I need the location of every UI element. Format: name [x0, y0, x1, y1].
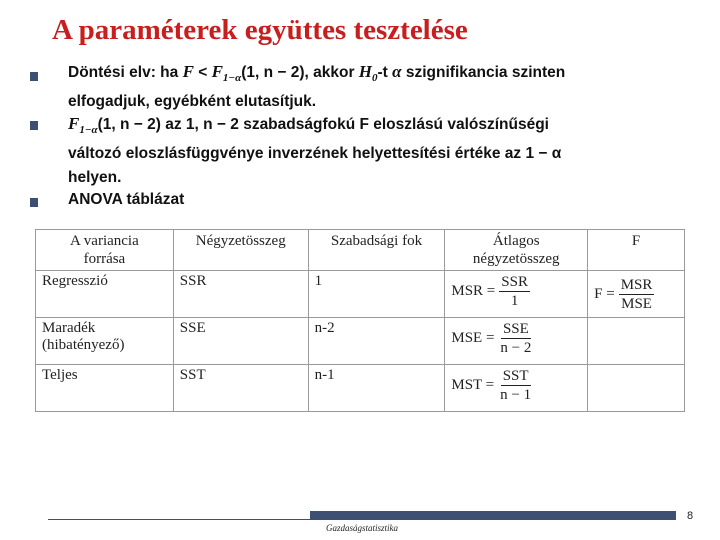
math-subscript: 0 [372, 72, 378, 85]
text-span: , akkor [304, 64, 359, 81]
formula-msr: MSR = $\frac{\text{SSR}}{1}$ [451, 274, 528, 309]
cell-df: n-1 [308, 365, 445, 412]
text-span: < [193, 64, 212, 81]
bullet-f-definition [68, 112, 561, 190]
math-symbol: F [68, 114, 80, 133]
cell-ms [445, 365, 588, 412]
text-span: helyen. [68, 169, 122, 187]
text-span: -t [377, 64, 393, 81]
cell-ss: SST [173, 365, 308, 412]
math-subscript: 1−α [79, 124, 98, 137]
slide-title: A paraméterek együttes tesztelése [52, 14, 468, 46]
header-source: A variancia forrása [36, 230, 174, 271]
cell-source: Teljes [36, 365, 174, 412]
math-symbol: F [211, 62, 223, 81]
cell-f [588, 271, 685, 318]
cell-df: 1 [308, 271, 445, 318]
table-row [36, 318, 685, 365]
footer-course-name: Gazdaságstatisztika [326, 523, 399, 533]
math-subscript: 1−α [222, 72, 242, 85]
formula-mse: MSE = $\frac{\text{SSE}}{n - 2}$ [451, 321, 532, 356]
cell-source: Regresszió [36, 271, 174, 318]
math-symbol: α [392, 62, 402, 81]
math-symbol: F [182, 62, 194, 81]
cell-ss: SSR [173, 271, 308, 318]
anova-table [35, 229, 685, 412]
cell-ss: SSE [173, 318, 308, 365]
text-span: ANOVA táblázat [68, 191, 185, 208]
text-span: Döntési elv: ha [68, 64, 183, 81]
header-mean-square: Átlagos négyzetösszeg [445, 230, 588, 271]
cell-source: Maradék (hibatényező) [36, 318, 174, 365]
bullet-marker [30, 121, 38, 130]
cell-f-empty [588, 318, 685, 365]
formula-f: F = $\frac{\text{MSR}}{\text{MSE}}$ [594, 276, 653, 312]
footer-divider-line [48, 519, 310, 520]
bullet-marker [30, 72, 38, 81]
cell-ms [445, 271, 588, 318]
formula-mst: MST = $\frac{\text{SST}}{n - 1}$ [451, 368, 532, 403]
table-row [36, 271, 685, 318]
cell-f-empty [588, 365, 685, 412]
text-span: (1, n − 2) [241, 64, 305, 81]
page-number: 8 [687, 510, 694, 522]
header-sum-of-squares: Négyzetösszeg [173, 230, 308, 271]
bullet-anova [68, 188, 184, 212]
text-span: elfogadjuk, egyébként elutasítjuk. [68, 93, 317, 111]
header-f: F [588, 230, 685, 271]
text-span: (1, n − 2) az 1, n − 2 szabadságfokú F eloszlású valószínűségi [97, 116, 549, 133]
math-symbol: H [358, 62, 373, 81]
cell-ms [445, 318, 588, 365]
bullet-marker [30, 198, 38, 207]
header-degrees-of-freedom: Szabadsági fok [308, 230, 445, 271]
table-header-row [36, 230, 685, 271]
footer-accent-bar [310, 511, 676, 520]
table-row [36, 365, 685, 412]
text-span: változó eloszlásfüggvénye inverzének helyettesítési értéke az 1 − α [68, 145, 562, 163]
bullet-decision-rule [68, 60, 565, 114]
cell-df: n-2 [308, 318, 445, 365]
text-span: szignifikancia szinten [401, 64, 566, 81]
